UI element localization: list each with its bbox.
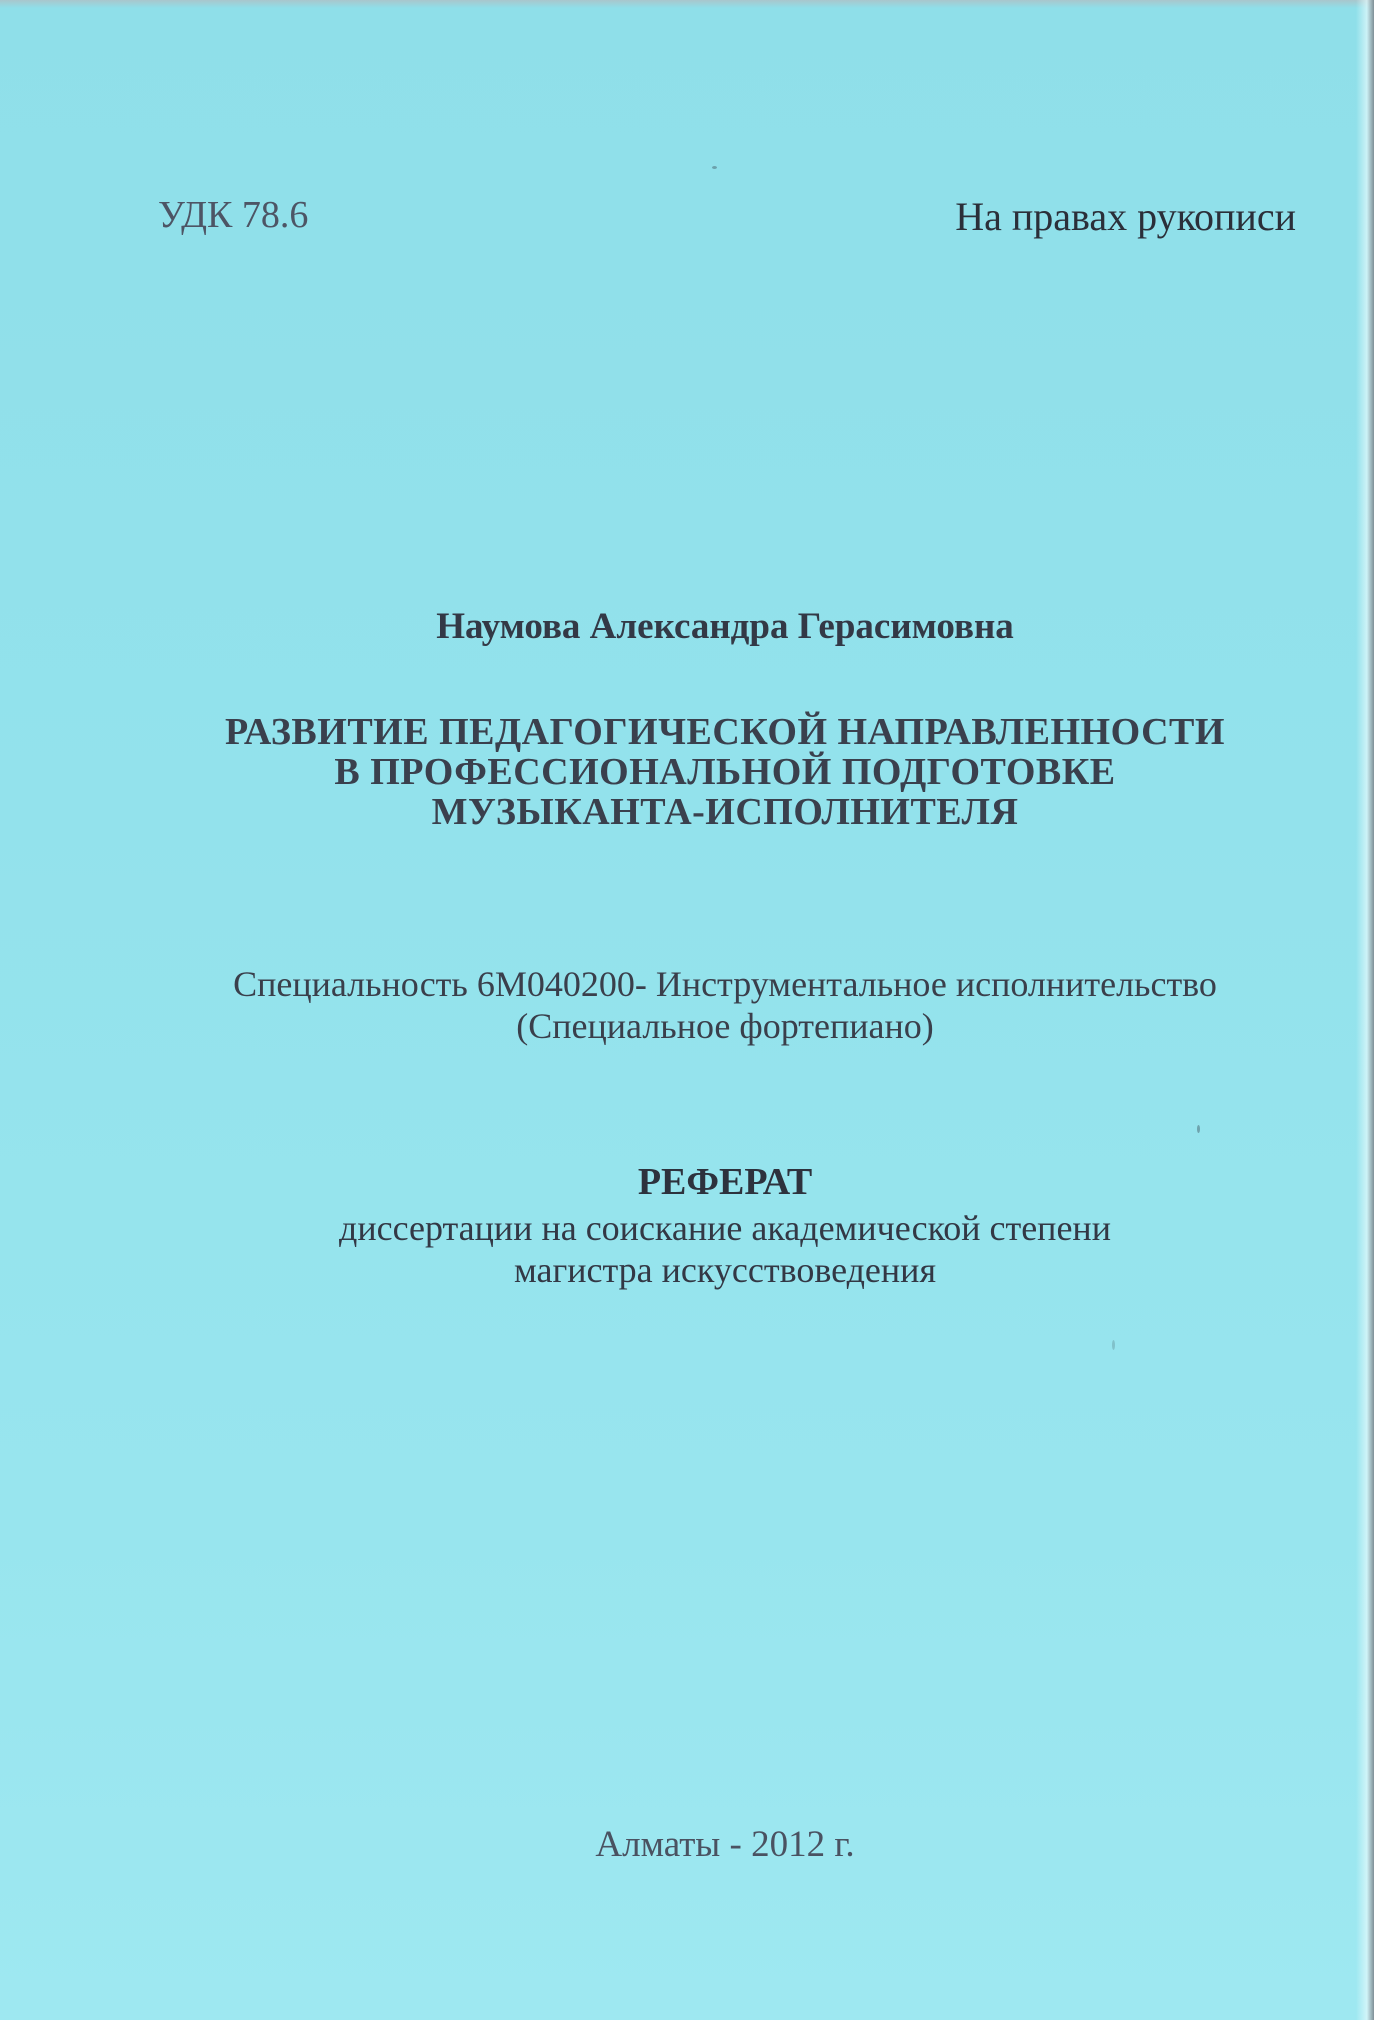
page-top-shadow — [0, 0, 1374, 8]
dissertation-title — [140, 712, 1310, 832]
page-right-edge — [1356, 0, 1374, 2020]
title-line: В ПРОФЕССИОНАЛЬНОЙ ПОДГОТОВКЕ — [334, 751, 1116, 793]
paper-speck — [712, 166, 717, 169]
specialty-line: Специальность 6М040200- Инструментальное исполнительство — [233, 964, 1217, 1004]
abstract-heading: РЕФЕРАТ — [637, 1161, 813, 1203]
abstract-line: магистра искусствоведения — [513, 1250, 936, 1290]
rights-note: На правах рукописи — [955, 194, 1296, 239]
place-and-year: Алматы - 2012 г. — [595, 1824, 855, 1865]
title-line: РАЗВИТИЕ ПЕДАГОГИЧЕСКОЙ НАПРАВЛЕННОСТИ — [225, 711, 1225, 753]
abstract-line: диссертации на соискание академической степени — [339, 1208, 1111, 1248]
author-name: Наумова Александра Герасимовна — [436, 606, 1014, 647]
specialty-line: (Специальное фортепиано) — [516, 1006, 934, 1046]
paper-speck — [1112, 1340, 1115, 1350]
abstract-description — [140, 1207, 1310, 1291]
specialty — [140, 963, 1310, 1047]
paper-speck — [1197, 1125, 1200, 1133]
udk-code: УДК 78.6 — [158, 194, 309, 236]
title-line: МУЗЫКАНТА-ИСПОЛНИТЕЛЯ — [431, 791, 1019, 833]
